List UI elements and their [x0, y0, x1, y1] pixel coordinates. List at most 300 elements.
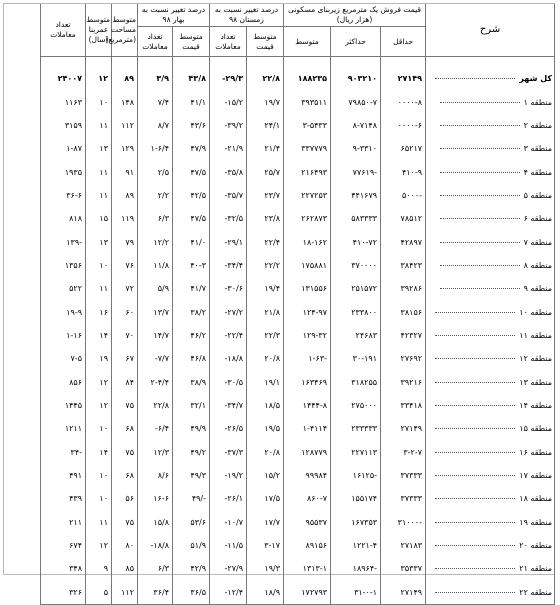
cell-cw-p: ۱۷/۵: [247, 487, 284, 510]
row-label: [426, 441, 555, 464]
cell-cs-t: ۲۲/۸: [138, 394, 173, 417]
cell-cw-p: ۱۹/۵: [247, 417, 284, 440]
cell-area: ۶۸: [112, 464, 138, 487]
cell-min: ۳۳۴۱۸: [381, 394, 426, 417]
header-cs-avg-price: متوسط قیمت: [173, 27, 210, 57]
cell-cs-p: ۴۲/۹: [173, 557, 210, 580]
cell-min: ۳۷۳۳۳: [381, 464, 426, 487]
cell-age: ۱۹: [86, 347, 112, 370]
leader-dots: [435, 545, 515, 546]
cell-min: ۳۹۲۱۶: [381, 370, 426, 393]
cell-cs-p: ۴۳/۶: [173, 114, 210, 137]
table-row: [41, 441, 555, 464]
table-row: [41, 160, 555, 183]
cell-age: ۱۳: [86, 230, 112, 253]
cell-avg: ۱۷۵۸۸۱: [284, 254, 331, 277]
row-label: [426, 230, 555, 253]
cell-cw-p: ۲۲/۲: [247, 254, 284, 277]
cell-cs-p: ۳۶/۵: [173, 581, 210, 605]
cell-age: ۱۶: [86, 300, 112, 323]
cell-area: ۸۰: [112, 534, 138, 557]
cell-area: ۷۶: [112, 254, 138, 277]
cell-min: ۷۸۵۱۲: [381, 207, 426, 230]
cell-max: ۲۳۳۳۳۳: [331, 417, 381, 440]
leader-dots: [435, 498, 515, 499]
table-row: [41, 417, 555, 440]
header-change-spring: درصد تغییر نسبت به بهار ۹۸: [138, 4, 210, 27]
table-row: [41, 394, 555, 417]
table-row: [41, 300, 555, 323]
cell-avg: ۱۲۴-۹۷: [284, 300, 331, 323]
cell-min: ۵۰۰۰-: [381, 184, 426, 207]
cell-avg: ۲۱۶۴۹۳: [284, 160, 331, 183]
header-sharh: شرح: [426, 4, 555, 57]
cell-area: ۷۲: [112, 277, 138, 300]
table-row: [41, 90, 555, 113]
cell-max: ۳۷۰۰۰۰: [331, 254, 381, 277]
cell-cw-t: -۳۹/۲: [210, 114, 247, 137]
header-cw-avg-price: متوسط قیمت: [247, 27, 284, 57]
cell-min: ۳-۲-۷: [381, 441, 426, 464]
cell-cw-t: -۳۲/۵: [210, 207, 247, 230]
cell-count: ۱۹-۹: [41, 300, 86, 323]
cell-cs-t: ۳/۹: [138, 67, 173, 90]
header-price-max: حداکثر: [331, 27, 381, 57]
cell-cw-t: -۱۰/۷: [210, 511, 247, 534]
cell-min: ۴۱۰-۹: [381, 160, 426, 183]
cell-cs-t: ۱۳/۷: [138, 300, 173, 323]
leader-dots: [440, 242, 520, 243]
header-price-avg: متوسط: [284, 27, 331, 57]
cell-cw-t: -۲۶/۱: [210, 487, 247, 510]
cell-min: ۲۷۶۹۲: [381, 347, 426, 370]
table-row: [41, 254, 555, 277]
cell-count: ۱۴۴۵: [41, 394, 86, 417]
cell-cw-t: -۳۷/۳: [210, 441, 247, 464]
cell-area: ۷۵: [112, 394, 138, 417]
leader-dots: [440, 102, 520, 103]
cell-min: ۳۸۱۵۶: [381, 300, 426, 323]
cell-max: ۹-۳۳۱۰: [331, 137, 381, 160]
cell-avg: ۱۶۳۴۶۹: [284, 370, 331, 393]
cell-area: ۵۶: [112, 487, 138, 510]
cell-max: ۳۱-۰-۱: [331, 581, 381, 605]
cell-age: ۱۱: [86, 160, 112, 183]
table-row: [41, 557, 555, 580]
row-label: [426, 160, 555, 183]
cell-cw-t: -۲۹/۳: [210, 67, 247, 90]
leader-dots: [435, 405, 515, 406]
leader-dots: [440, 125, 520, 126]
cell-cw-p: ۱۸/۵: [247, 394, 284, 417]
cell-max: ۱۲۲۱-۴: [331, 534, 381, 557]
leader-dots: [440, 265, 520, 266]
header-cw-num-trans: تعداد معاملات: [210, 27, 247, 57]
cell-max: ۱۶۷۳۵۳: [331, 511, 381, 534]
cell-avg: ۱۴۴۴-۸: [284, 394, 331, 417]
cell-cw-p: ۲۲/۴: [247, 230, 284, 253]
spacer-row: [41, 57, 555, 68]
cell-cw-t: -۲۷/۲: [210, 300, 247, 323]
row-label: [426, 324, 555, 347]
cell-area: ۹۱: [112, 160, 138, 183]
cell-cs-t: ۷/۴: [138, 90, 173, 113]
cell-cw-p: ۲۱/۸: [247, 300, 284, 323]
cell-age: ۱۳: [86, 137, 112, 160]
cell-age: ۱۲: [86, 67, 112, 90]
row-label-text: منطقه ۴: [523, 167, 553, 177]
row-label: [426, 207, 555, 230]
cell-area: ۷۰: [112, 324, 138, 347]
cell-cw-p: ۱۹/۷: [247, 90, 284, 113]
cell-age: ۱۲: [86, 534, 112, 557]
cell-cw-p: ۳-۱۷: [247, 534, 284, 557]
cell-cw-p: ۲۳/۸: [247, 207, 284, 230]
row-label-text: منطقه ۵: [523, 190, 553, 200]
table-row: [41, 184, 555, 207]
table-row: [41, 534, 555, 557]
cell-cw-t: -۳۴/۷: [210, 394, 247, 417]
row-label: [426, 370, 555, 393]
table-row-total: [41, 67, 555, 90]
cell-cs-p: ۴۰-۳: [173, 254, 210, 277]
cell-cw-t: -۲۶/۵: [210, 417, 247, 440]
header-price-group: قیمت فروش یک مترمربع زیربنای مسکونی (هزار ریال): [284, 4, 426, 27]
cell-avg: ۳-۵۴۳۳: [284, 114, 331, 137]
cell-area: ۱۱۹: [112, 207, 138, 230]
row-label-text: منطقه ۱۰: [519, 307, 553, 317]
cell-age: ۹: [86, 557, 112, 580]
cell-avg: ۱۸-۱۶۲: [284, 230, 331, 253]
row-label-text: منطقه ۱۸: [519, 494, 553, 504]
cell-cw-t: -۱۸/۸: [210, 347, 247, 370]
cell-area: ۶۸: [112, 417, 138, 440]
cell-cs-t: ۲-۴/۴: [138, 370, 173, 393]
cell-min: ۳۱۰۰۰-: [381, 511, 426, 534]
cell-min: ۲۷۱۴۹: [381, 67, 426, 90]
cell-min: ۳۵۳۳۷: [381, 557, 426, 580]
leader-dots: [435, 452, 515, 453]
leader-dots: [435, 568, 515, 569]
cell-avg: ۱۳۱۳-۱: [284, 557, 331, 580]
cell-max: ۵۸۳۳۳۳: [331, 207, 381, 230]
cell-cw-p: ۲۳/۷: [247, 184, 284, 207]
cell-cw-p: ۱۷/۷: [247, 511, 284, 534]
table-row: [41, 487, 555, 510]
row-label: [426, 137, 555, 160]
row-label-text: منطقه ۳: [523, 144, 553, 154]
cell-cs-p: ۴۷/۵: [173, 207, 210, 230]
cell-cs-t: ۱۴/۷: [138, 324, 173, 347]
cell-age: ۱۴: [86, 324, 112, 347]
row-label-text: منطقه ۱۳: [519, 377, 553, 387]
row-label: [426, 417, 555, 440]
cell-age: ۵: [86, 581, 112, 605]
cell-cs-p: ۴۷/۵: [173, 160, 210, 183]
cell-max: ۴۴۱۶۷۹: [331, 184, 381, 207]
cell-age: ۱۴: [86, 441, 112, 464]
cell-count: ۱۳۵۶: [41, 254, 86, 277]
cell-count: ۳۴-: [41, 441, 86, 464]
cell-min: ۳۷۳۳۳: [381, 487, 426, 510]
cell-area: ۸۹: [112, 184, 138, 207]
cell-min: ۴۲۳۲۷: [381, 324, 426, 347]
cell-cs-p: ۴۹/۹: [173, 417, 210, 440]
cell-cw-p: ۲۴/۱: [247, 114, 284, 137]
cell-avg: ۹۵۵۳۷: [284, 511, 331, 534]
cell-min: ۴۲۸۹۷: [381, 230, 426, 253]
header-row-1: [41, 4, 555, 27]
cell-cs-t: ۵/۹: [138, 277, 173, 300]
cell-min: ۲۷۱۸۳: [381, 534, 426, 557]
cell-cs-p: ۴۱/۷: [173, 277, 210, 300]
cell-count: ۸۵۶: [41, 370, 86, 393]
header-change-winter: درصد تغییر نسبت به زمستان ۹۸: [210, 4, 284, 27]
leader-dots: [440, 195, 520, 196]
cell-avg: ۲۶۲۸۷۳: [284, 207, 331, 230]
table-row: [41, 581, 555, 605]
row-label: [426, 394, 555, 417]
row-label: [426, 464, 555, 487]
cell-avg: ۱-۴۱۱۴: [284, 417, 331, 440]
row-label-text: منطقه ۲۲: [519, 587, 553, 597]
cell-area: ۱۲۹: [112, 137, 138, 160]
cell-cw-t: -۳۰/۵: [210, 370, 247, 393]
cell-age: ۱۰: [86, 464, 112, 487]
cell-count: ۶۷۴: [41, 534, 86, 557]
leader-dots: [435, 522, 515, 523]
cell-count: ۳۶-۶: [41, 184, 86, 207]
row-label: [426, 300, 555, 323]
leader-dots: [435, 475, 515, 476]
cell-cw-p: ۲۰/۸: [247, 347, 284, 370]
row-label-text: منطقه ۷: [523, 237, 553, 247]
table-row: [41, 511, 555, 534]
cell-max: ۲۲۷۱۱۳: [331, 441, 381, 464]
header-avg-area: متوسط مساحت (مترمربع): [112, 4, 138, 57]
cell-cs-p: ۴۶/۲: [173, 324, 210, 347]
header-cs-num-trans: تعداد معاملات: [138, 27, 173, 57]
cell-area: ۱۱۲: [112, 114, 138, 137]
cell-age: ۱۰: [86, 487, 112, 510]
cell-max: ۸-۷۱۴۸: [331, 114, 381, 137]
cell-max: ۷۹۸۵۰-۷: [331, 90, 381, 113]
cell-max: ۹۰۳۲۱۰: [331, 67, 381, 90]
cell-min: ۳۸۴۲۳: [381, 254, 426, 277]
cell-max: ۲۵۱۵۷۲: [331, 277, 381, 300]
cell-count: ۷-۵: [41, 347, 86, 370]
row-label: [426, 557, 555, 580]
cell-age: ۱۰: [86, 417, 112, 440]
row-label: [426, 534, 555, 557]
row-label-text: منطقه ۱۷: [519, 471, 553, 481]
cell-cs-t: ۱۱/۸: [138, 254, 173, 277]
cell-cs-t: ۱-۶/۴: [138, 137, 173, 160]
cell-cw-p: ۲۵/۷: [247, 160, 284, 183]
row-label: [426, 511, 555, 534]
row-label: [426, 114, 555, 137]
cell-age: ۱۰: [86, 254, 112, 277]
row-label-text: منطقه ۲۰: [519, 541, 553, 551]
row-label-text: منطقه ۱۹: [519, 517, 553, 527]
cell-count: ۸۱۸: [41, 207, 86, 230]
cell-cs-p: ۳۲/۱: [173, 394, 210, 417]
cell-avg: ۱۲۹-۳۲: [284, 324, 331, 347]
cell-age: ۱۰: [86, 90, 112, 113]
cell-area: ۷۵: [112, 441, 138, 464]
leader-dots: [440, 218, 520, 219]
cell-area: ۸۹: [112, 67, 138, 90]
cell-min: ۳۹۲۸۶: [381, 277, 426, 300]
cell-max: ۱۸۹۶۴-: [331, 557, 381, 580]
row-label: [426, 184, 555, 207]
cell-cs-t: ۱۵/۸: [138, 511, 173, 534]
cell-cw-p: ۱۵/۲: [247, 464, 284, 487]
cell-avg: ۳۹۳۵۱۱: [284, 90, 331, 113]
table-row: [41, 370, 555, 393]
cell-area: ۶۷: [112, 347, 138, 370]
cell-area: ۱۱۲: [112, 581, 138, 605]
cell-avg: ۱۳۱۵۵۶: [284, 277, 331, 300]
table-row: [41, 137, 555, 160]
cell-cs-p: ۵۳/۶: [173, 511, 210, 534]
cell-count: ۱۳۹-: [41, 230, 86, 253]
cell-min: ۲۷۱۴۹: [381, 581, 426, 605]
header-price-min: حداقل: [381, 27, 426, 57]
cell-cw-t: -۳۴/۴: [210, 254, 247, 277]
leader-dots: [440, 148, 520, 149]
cell-cw-t: -۳۰/۶: [210, 277, 247, 300]
cell-count: ۴۹۱: [41, 464, 86, 487]
table-row: [41, 324, 555, 347]
cell-min: ۰۰۰۰-۶: [381, 114, 426, 137]
row-label: [426, 90, 555, 113]
cell-cs-t: ۸/۶: [138, 464, 173, 487]
cell-cw-p: ۱۸/۹: [247, 581, 284, 605]
cell-count: ۱-۱۶: [41, 324, 86, 347]
cell-cs-p: ۴۳/۸: [173, 67, 210, 90]
cell-cw-t: -۲۹/۱: [210, 230, 247, 253]
cell-cs-t: ۲/۵: [138, 160, 173, 183]
cell-count: ۱۱۶۳: [41, 90, 86, 113]
cell-cs-t: -۶/۴: [138, 417, 173, 440]
row-label-text: منطقه ۱۱: [519, 330, 553, 340]
cell-cw-t: -۳۵/۷: [210, 184, 247, 207]
cell-max: ۱۵۵۱۷۴: [331, 487, 381, 510]
cell-cs-t: ۱۶-۶: [138, 487, 173, 510]
cell-cs-t: ۱۲/۳: [138, 441, 173, 464]
cell-count: ۲۱۱: [41, 511, 86, 534]
cell-cw-p: ۲۲/۸: [247, 67, 284, 90]
row-label-text: منطقه ۱۴: [519, 400, 553, 410]
statistics-table: [40, 4, 555, 605]
table-row: [41, 114, 555, 137]
cell-count: ۱۹۳۵: [41, 160, 86, 183]
cell-age: ۱۵: [86, 207, 112, 230]
cell-min: ۲۷۱۴۹: [381, 417, 426, 440]
leader-dots: [435, 335, 515, 336]
row-label-text: کل شهر: [519, 74, 553, 84]
cell-max: ۲۴۶۸۳: [331, 324, 381, 347]
cell-age: ۱۲: [86, 370, 112, 393]
cell-cs-t: ۳۶/۴: [138, 581, 173, 605]
cell-avg: ۸۹۱۵۶: [284, 534, 331, 557]
table-row: [41, 277, 555, 300]
cell-cs-p: ۴۹/۲: [173, 441, 210, 464]
cell-cs-p: ۳۸/۹: [173, 370, 210, 393]
leader-dots: [435, 312, 515, 313]
table-body: [41, 57, 555, 605]
cell-min: ۰۰۰۰-۸: [381, 90, 426, 113]
table-row: [41, 464, 555, 487]
cell-cs-p: ۴۲/۵: [173, 184, 210, 207]
cell-cs-t: -۷/۷: [138, 347, 173, 370]
cell-area: ۸۴: [112, 370, 138, 393]
cell-area: ۶۰: [112, 300, 138, 323]
cell-avg: ۳۳۷۷۷۹: [284, 137, 331, 160]
cell-avg: ۱۲۸۷۷۹: [284, 441, 331, 464]
row-label: [426, 347, 555, 370]
row-label: [426, 487, 555, 510]
leader-dots: [435, 592, 515, 593]
cell-max: ۳۰-۱۹۱: [331, 347, 381, 370]
row-label: [426, 67, 555, 90]
cell-count: ۵۲۲: [41, 277, 86, 300]
cell-cw-p: ۱۹/۳: [247, 557, 284, 580]
cell-cs-t: ۲/۲: [138, 184, 173, 207]
row-label-text: منطقه ۶: [523, 214, 553, 224]
leader-dots: [435, 428, 515, 429]
cell-cs-t: ۶/۳: [138, 557, 173, 580]
cell-count: ۴۳۹: [41, 487, 86, 510]
cell-cw-t: -۳۵/۸: [210, 160, 247, 183]
cell-cs-p: ۳۸/۲: [173, 300, 210, 323]
cell-cw-t: -۱۲/۴: [210, 581, 247, 605]
cell-cw-t: -۱۵/۲: [210, 90, 247, 113]
row-label-text: منطقه ۱: [523, 97, 553, 107]
table-row: [41, 230, 555, 253]
cell-age: ۱۱: [86, 277, 112, 300]
row-label-text: منطقه ۱۶: [519, 447, 553, 457]
cell-cs-p: ۴۱/۱: [173, 90, 210, 113]
cell-count: ۳۲۶: [41, 581, 86, 605]
cell-cw-p: ۱۹/۴: [247, 277, 284, 300]
header-trans-count: تعداد معاملات: [41, 4, 86, 57]
cell-avg: ۱۷۲۷۹۳: [284, 581, 331, 605]
cell-age: ۱۱: [86, 114, 112, 137]
cell-area: ۷۹: [112, 230, 138, 253]
cell-cs-t: -۱۸/۸: [138, 534, 173, 557]
cell-area: ۱۴۸: [112, 90, 138, 113]
leader-dots: [440, 288, 520, 289]
cell-age: ۱۱: [86, 511, 112, 534]
cell-count: ۱-۸۷: [41, 137, 86, 160]
cell-cw-p: ۲۰/۸: [247, 441, 284, 464]
cell-max: ۱۶۱۲۵-: [331, 464, 381, 487]
cell-cw-t: -۲۷/۹: [210, 557, 247, 580]
leader-dots: [435, 78, 515, 79]
cell-cw-p: ۲۱/۴: [247, 137, 284, 160]
cell-cs-p: ۴۱/۰: [173, 230, 210, 253]
cell-cs-t: ۸/۷: [138, 114, 173, 137]
row-label-text: منطقه ۲۱: [519, 564, 553, 574]
cell-min: ۶۵۲۱۷: [381, 137, 426, 160]
cell-avg: ۹۹۹۸۴: [284, 464, 331, 487]
cell-cw-p: ۲۲/۳: [247, 324, 284, 347]
cell-cs-p: ۴۶/۸: [173, 347, 210, 370]
cell-count: ۲۴۰۰۷: [41, 67, 86, 90]
row-label-text: منطقه ۹: [523, 284, 553, 294]
